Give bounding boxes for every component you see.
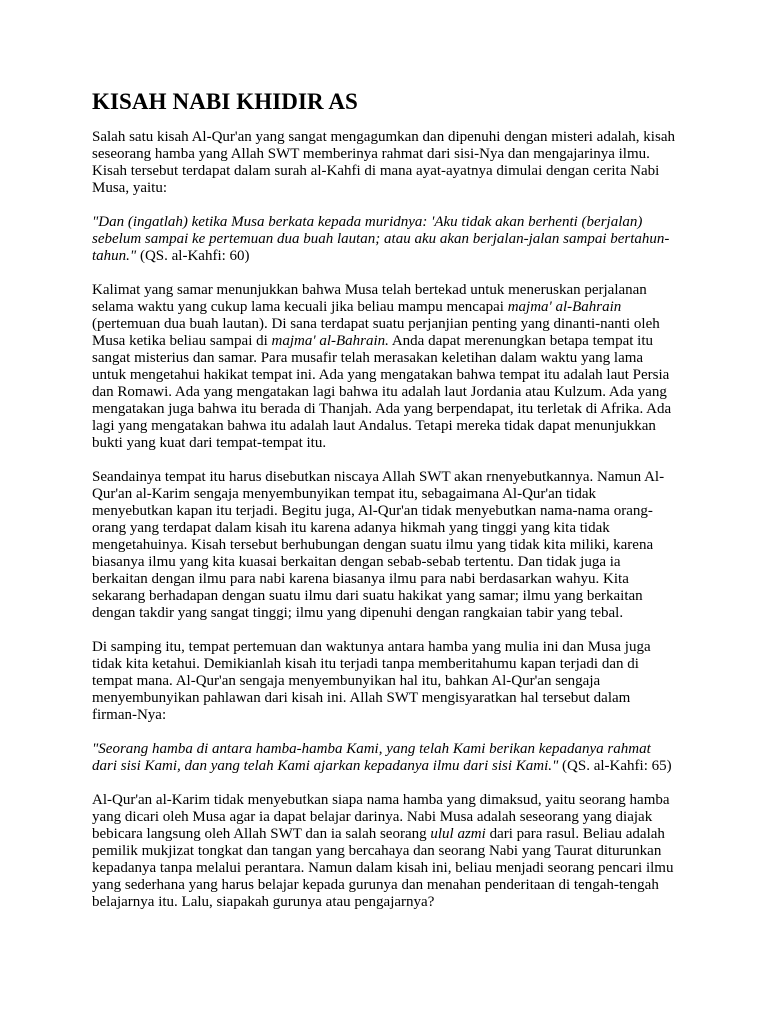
paragraph-majma-al-bahrain xyxy=(92,282,676,452)
quote-text: "Dan (ingatlah) ketika Musa berkata kepada muridnya: 'Aku tidak akan berhenti (berjalan) sebelum sampai ke pertemuan dua buah lautan; atau aku akan berjalan-jalan sampai bertahun-tahun." xyxy=(92,214,670,264)
paragraph-hidden-place xyxy=(92,469,676,622)
text-segment: Kalimat yang samar menunjukkan bahwa Musa telah bertekad untuk meneruskan perjalanan selama waktu yang cukup lama kecuali jika beliau mampu mencapai xyxy=(92,282,647,315)
quote-citation: (QS. al-Kahfi: 60) xyxy=(136,248,250,264)
paragraph-unnamed-servant xyxy=(92,792,676,911)
quote-text: "Seorang hamba di antara hamba-hamba Kami, yang telah Kami berikan kepadanya rahmat dari sisi Kami, dan yang telah Kami ajarkan kepadanya ilmu dari sisi Kami." xyxy=(92,741,651,774)
italic-term: majma' al-Bahrain. xyxy=(271,333,389,349)
paragraph-meeting-time xyxy=(92,639,676,724)
text-segment: dari para rasul. Beliau adalah pemilik mukjizat tongkat dan tangan yang bercahaya dan seorang Nabi yang Taurat diturunkan kepadanya tanpa melalui perantara. Namun dalam kisah ini, beliau menjadi seorang pencari ilmu yang sederhana yang harus belajar kepada gurunya dan menahan penderitaan di tengah-tengah belajarnya itu. Lalu, siapakah gurunya atau pengajarnya? xyxy=(92,826,674,910)
paragraph-quote-kahfi-60 xyxy=(92,214,676,265)
text-segment: Salah satu kisah Al-Qur'an yang sangat mengagumkan dan dipenuhi dengan misteri adalah, kisah seseorang hamba yang Allah SWT memberinya rahmat dari sisi-Nya dan mengajarinya ilmu. Kisah tersebut terdapat dalam surah al-Kahfi di mana ayat-ayatnya dimulai dengan cerita Nabi Musa, yaitu: xyxy=(92,129,675,196)
paragraph-quote-kahfi-65 xyxy=(92,741,676,775)
text-segment: Di samping itu, tempat pertemuan dan waktunya antara hamba yang mulia ini dan Musa juga tidak kita ketahui. Demikianlah kisah itu terjadi tanpa memberitahumu kapan terjadi dan di tempat mana. Al-Qur'an sengaja menyembunyikan hal itu, bahkan Al-Qur'an sengaja menyembunyikan pahlawan dari kisah ini. Allah SWT mengisyaratkan hal tersebut dalam firman-Nya: xyxy=(92,639,651,723)
text-segment: (pertemuan dua buah lautan). Di sana terdapat suatu perjanjian penting yang dinanti-nanti oleh Musa ketika beliau sampai di xyxy=(92,316,660,349)
italic-term: ulul azmi xyxy=(430,826,486,842)
document-title: KISAH NABI KHIDIR AS xyxy=(92,89,358,114)
italic-term: majma' al-Bahrain xyxy=(507,299,622,315)
document-page xyxy=(92,88,676,928)
text-segment: Seandainya tempat itu harus disebutkan niscaya Allah SWT akan rnenyebutkannya. Namun Al-Qur'an al-Karim sengaja menyembunyikan tempat itu, sebagaimana Al-Qur'an tidak menyebutkan kapan itu terjadi. Begitu juga, Al-Qur'an tidak menyebutkan nama-nama orang-orang yang terdapat dalam kisah itu karena adanya hikmah yang tinggi yang kita tidak mengetahuinya. Kisah tersebut berhubungan dengan suatu ilmu yang tidak kita miliki, karena biasanya ilmu yang kita kuasai berkaitan dengan sebab-sebab tertentu. Dan tidak juga ia berkaitan dengan ilmu para nabi karena biasanya ilmu para nabi berdasarkan wahyu. Kita sekarang berhadapan dengan suatu ilmu dari suatu hakikat yang samar; ilmu yang berkaitan dengan takdir yang sangat tinggi; ilmu yang dipenuhi dengan rangkaian tabir yang tebal. xyxy=(92,469,665,621)
quote-citation: (QS. al-Kahfi: 65) xyxy=(558,758,672,774)
paragraph-intro xyxy=(92,129,676,197)
text-segment: Anda dapat merenungkan betapa tempat itu sangat misterius dan samar. Para musafir telah merasakan keletihan dalam waktu yang lama untuk mengetahui hakikat tempat ini. Ada yang mengatakan bahwa tempat itu adalah laut Persia dan Romawi. Ada yang mengatakan lagi bahwa itu adalah laut Jordania atau Kulzum. Ada yang mengatakan juga bahwa itu berada di Thanjah. Ada yang berpendapat, itu terletak di Afrika. Ada lagi yang mengatakan bahwa itu adalah laut Andalus. Tetapi mereka tidak dapat menunjukkan bukti yang kuat dari tempat-tempat itu. xyxy=(92,333,672,451)
text-segment: Al-Qur'an al-Karim tidak menyebutkan siapa nama hamba yang dimaksud, yaitu seorang hamba yang dicari oleh Musa agar ia dapat belajar darinya. Nabi Musa adalah seseorang yang diajak bebicara langsung oleh Allah SWT dan ia salah seorang xyxy=(92,792,670,842)
